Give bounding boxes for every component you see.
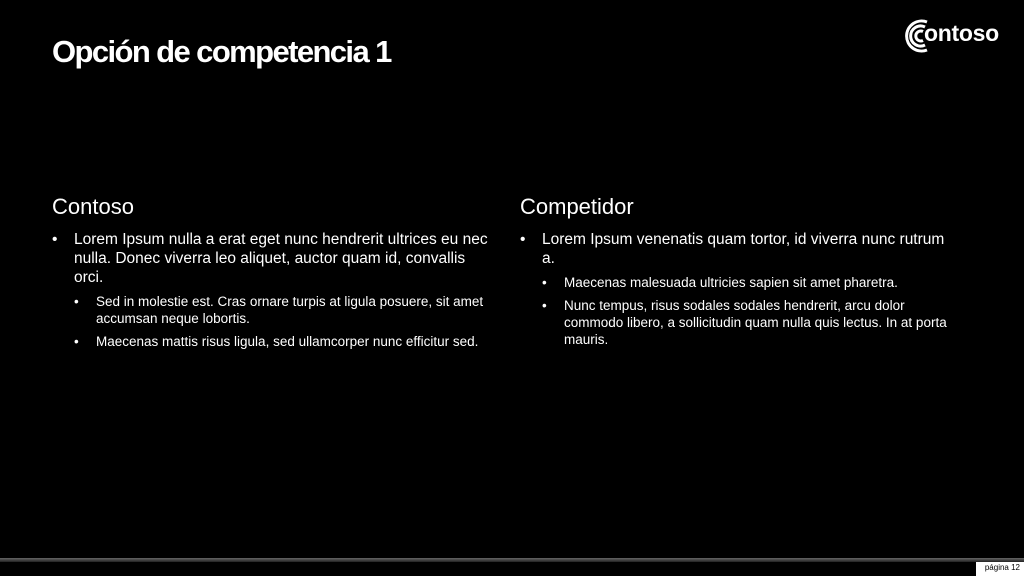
contoso-logo xyxy=(903,16,1013,56)
contoso-heading: Contoso xyxy=(52,194,134,219)
competitor-sub-bullet: • Nunc tempus, risus sodales sodales hendrerit, arcu dolor commodo libero, a sollicitudin quam nulla quis lectus. In at porta mauris. xyxy=(520,297,960,348)
competitor-bullet: • Lorem Ipsum venenatis quam tortor, id viverra nunc rutrum a. xyxy=(520,230,960,268)
contoso-sub-bullet: • Maecenas mattis risus ligula, sed ullamcorper nunc efficitur sed. xyxy=(52,333,492,350)
contoso-bullet: • Lorem Ipsum nulla a erat eget nunc hendrerit ultrices eu nec nulla. Donec viverra leo aliquet, auctor quam id, convallis orci. xyxy=(52,230,492,287)
contoso-column xyxy=(52,194,492,356)
slide-title: Opción de competencia 1 xyxy=(52,34,391,69)
contoso-sub-bullet: • Sed in molestie est. Cras ornare turpis at ligula posuere, sit amet accumsan neque lobortis. xyxy=(52,293,492,327)
competitor-column xyxy=(520,194,960,354)
competitor-sub-bullet: • Maecenas malesuada ultricies sapien sit amet pharetra. xyxy=(520,274,960,291)
footer-bar xyxy=(0,558,1024,562)
logo-wordmark: ontoso xyxy=(924,20,999,46)
competitor-heading: Competidor xyxy=(520,194,634,219)
page-number: página 12 xyxy=(984,563,1020,572)
